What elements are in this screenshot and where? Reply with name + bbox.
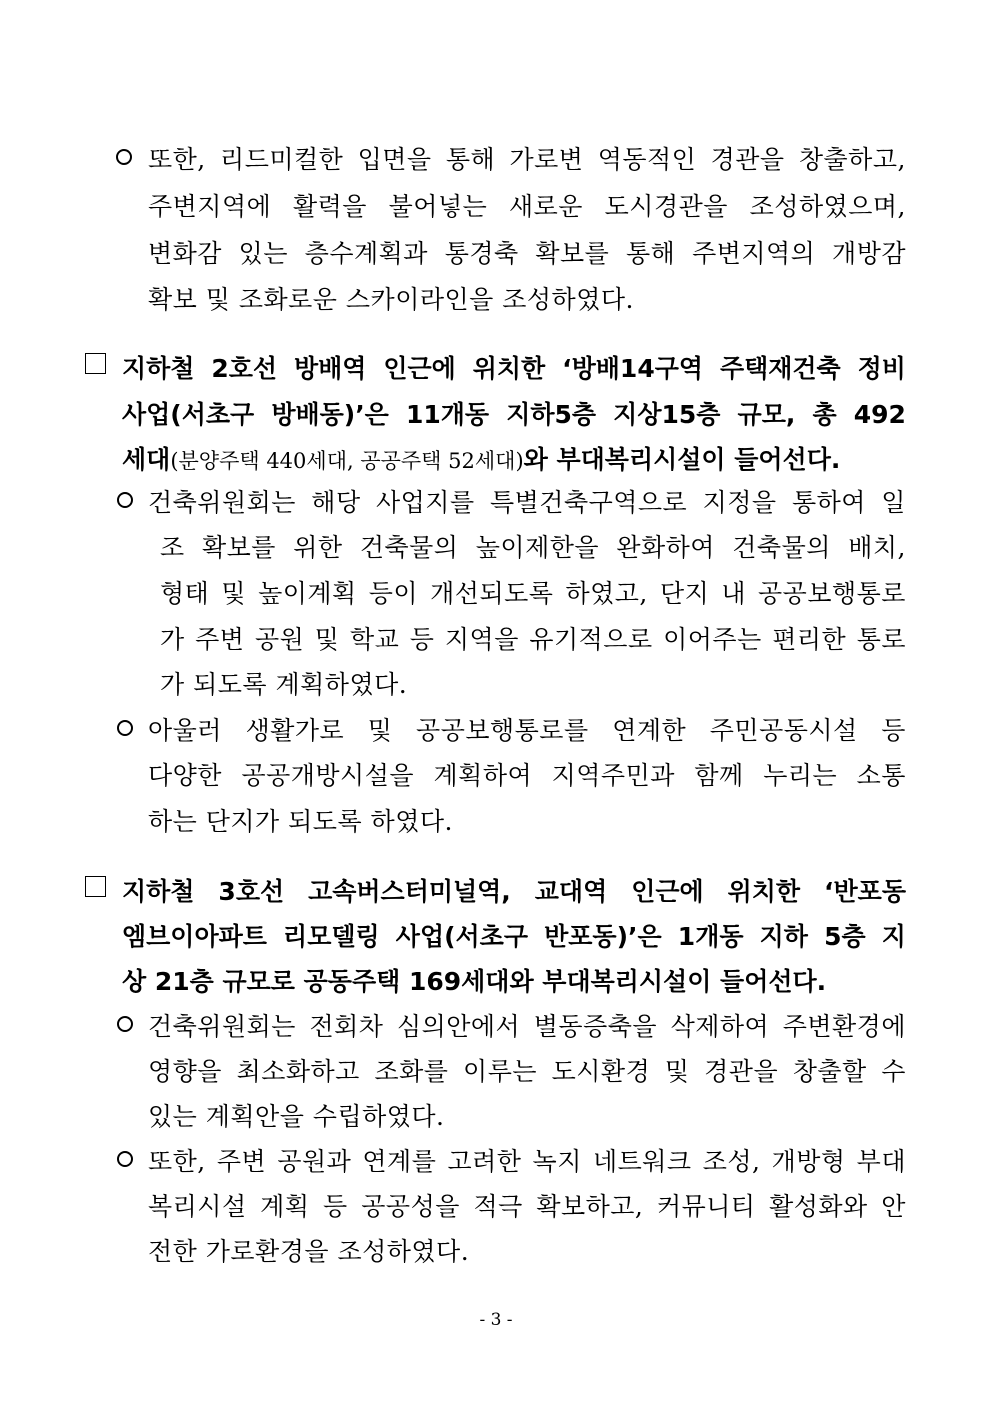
text-segment: 세대 (122, 445, 171, 474)
text-line: 사업(서초구 방배동)’은 11개동 지하5층 지상15층 규모, 총 492 (122, 400, 906, 429)
text-line: 하는 단지가 되도록 하였다. (148, 807, 453, 836)
text-line: 형태 및 높이계획 등이 개선되도록 하였고, 단지 내 공공보행통로 (160, 579, 906, 608)
text-line: 복리시설 계획 등 공공성을 적극 확보하고, 커뮤니티 활성화와 안 (148, 1192, 906, 1221)
text-line: 지하철 2호선 방배역 인근에 위치한 ‘방배14구역 주택재건축 정비 (122, 354, 906, 383)
circle-bullet-icon (117, 1151, 133, 1167)
circle-bullet-icon (117, 492, 133, 508)
text-line: 또한, 리드미컬한 입면을 통해 가로변 역동적인 경관을 창출하고, (148, 145, 906, 174)
text-line: 아울러 생활가로 및 공공보행통로를 연계한 주민공동시설 등 (148, 716, 906, 745)
circle-bullet-icon (117, 1016, 133, 1032)
text-line: 확보 및 조화로운 스카이라인을 조성하였다. (148, 285, 634, 314)
circle-bullet-icon (116, 149, 132, 165)
text-line: 엠브이아파트 리모델링 사업(서초구 반포동)’은 1개동 지하 5층 지 (122, 922, 906, 951)
text-line (122, 440, 840, 476)
text-line: 다양한 공공개방시설을 계획하여 지역주민과 함께 누리는 소통 (148, 761, 906, 790)
text-line: 상 21층 규모로 공동주택 169세대와 부대복리시설이 들어선다. (122, 967, 827, 996)
text-segment-note: (분양주택 440세대, 공공주택 52세대) (170, 449, 524, 473)
text-line: 있는 계획안을 수립하였다. (148, 1102, 445, 1131)
text-line: 건축위원회는 해당 사업지를 특별건축구역으로 지정을 통하여 일 (148, 488, 906, 517)
page-number: - 3 - (479, 1310, 513, 1330)
text-line: 영향을 최소화하고 조화를 이루는 도시환경 및 경관을 창출할 수 (148, 1057, 906, 1086)
text-line: 가 주변 공원 및 학교 등 지역을 유기적으로 이어주는 편리한 통로 (160, 625, 906, 654)
text-line: 변화감 있는 층수계획과 통경축 확보를 통해 주변지역의 개방감 (148, 239, 906, 268)
text-line: 지하철 3호선 고속버스터미널역, 교대역 인근에 위치한 ‘반포동 (122, 877, 906, 906)
text-line: 조 확보를 위한 건축물의 높이제한을 완화하여 건축물의 배치, (160, 533, 906, 562)
text-line: 주변지역에 활력을 불어넣는 새로운 도시경관을 조성하였으며, (148, 192, 906, 221)
text-line: 건축위원회는 전회차 심의안에서 별동증축을 삭제하여 주변환경에 (148, 1012, 906, 1041)
square-bullet-icon (85, 876, 106, 897)
text-line: 가 되도록 계획하였다. (160, 670, 408, 699)
text-segment: 와 부대복리시설이 들어선다. (523, 445, 841, 474)
text-line: 전한 가로환경을 조성하였다. (148, 1237, 470, 1266)
text-line: 또한, 주변 공원과 연계를 고려한 녹지 네트워크 조성, 개방형 부대 (148, 1147, 906, 1176)
square-bullet-icon (85, 353, 106, 374)
circle-bullet-icon (117, 720, 133, 736)
